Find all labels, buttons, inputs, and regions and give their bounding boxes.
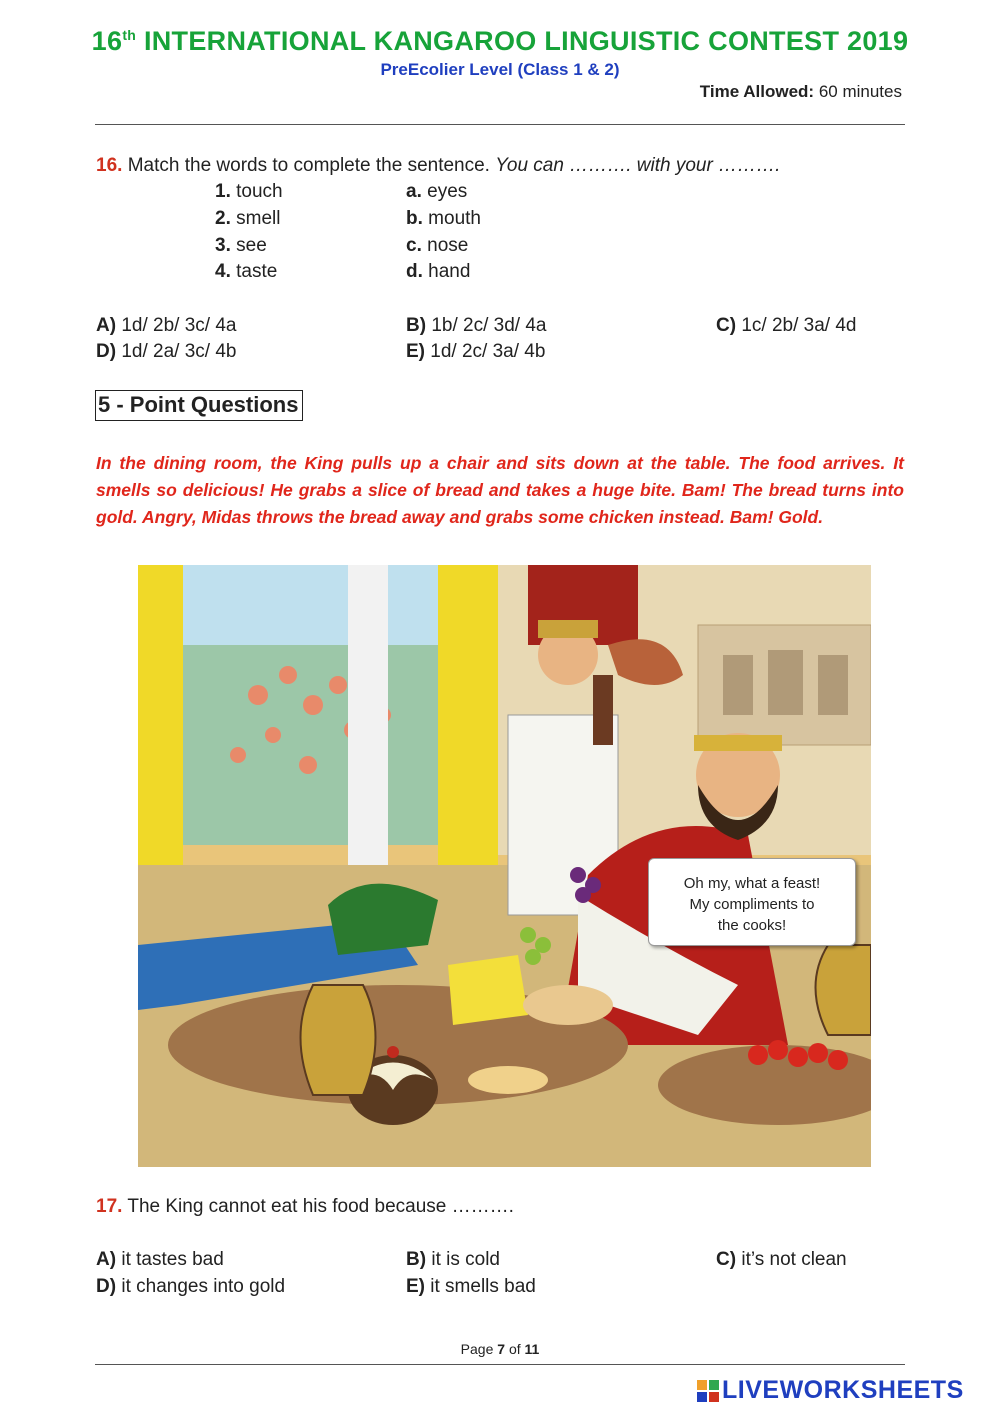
match-right-c: c. nose	[406, 235, 469, 256]
q17-option-a[interactable]: A) it tastes bad	[96, 1249, 224, 1270]
match-right-b: b. mouth	[406, 208, 481, 229]
match-right-a: a. eyes	[406, 181, 468, 202]
page-number: Page 7 of 11	[460, 1341, 540, 1357]
match-left-1: 1. touch	[215, 181, 283, 202]
brand-wordmark[interactable]: LIVEWORKSHEETS	[722, 1376, 964, 1404]
time-allowed: Time Allowed: 60 minutes	[699, 82, 902, 101]
q17-option-b[interactable]: B) it is cold	[406, 1249, 500, 1270]
q17-option-c[interactable]: C) it’s not clean	[716, 1249, 847, 1270]
contest-title: 16th INTERNATIONAL KANGAROO LINGUISTIC CONTEST 2019	[91, 26, 909, 56]
match-left-2: 2. smell	[215, 208, 281, 229]
liveworksheets-logo-icon	[697, 1380, 719, 1402]
footer-divider	[95, 1364, 905, 1365]
story-paragraph: In the dining room, the King pulls up a chair and sits down at the table. The food arrives. It smells so delicious! He grabs a slice of bread and takes a huge bite. Bam! The bread turns into gold. Angry, Midas throws the bread away and grabs some chicken instead. Bam! Gold.	[96, 453, 904, 527]
q16-option-e[interactable]: E) 1d/ 2c/ 3a/ 4b	[406, 341, 546, 362]
q16-option-a[interactable]: A) 1d/ 2b/ 3c/ 4a	[96, 315, 237, 336]
speech-bubble-line-1: Oh my, what a feast!	[683, 875, 821, 892]
speech-bubble	[648, 858, 856, 946]
q16-option-c[interactable]: C) 1c/ 2b/ 3a/ 4d	[716, 315, 857, 336]
q17-option-d[interactable]: D) it changes into gold	[96, 1276, 286, 1297]
speech-bubble-line-3: the cooks!	[717, 917, 787, 934]
match-right-d: d. hand	[406, 261, 471, 282]
question-17-prompt: 17. The King cannot eat his food because ……….	[96, 1196, 514, 1217]
q17-option-e[interactable]: E) it smells bad	[406, 1276, 536, 1297]
match-left-4: 4. taste	[215, 261, 278, 282]
match-left-3: 3. see	[215, 235, 267, 256]
question-16-prompt: 16. Match the words to complete the sentence. You can ………. with your ……….	[96, 155, 781, 176]
level-subtitle: PreEcolier Level (Class 1 & 2)	[380, 60, 620, 79]
header-divider	[95, 124, 905, 125]
section-heading: 5 - Point Questions	[95, 390, 303, 421]
q16-option-b[interactable]: B) 1b/ 2c/ 3d/ 4a	[406, 315, 547, 336]
speech-bubble-line-2: My compliments to	[689, 896, 815, 913]
q16-option-d[interactable]: D) 1d/ 2a/ 3c/ 4b	[96, 341, 237, 362]
